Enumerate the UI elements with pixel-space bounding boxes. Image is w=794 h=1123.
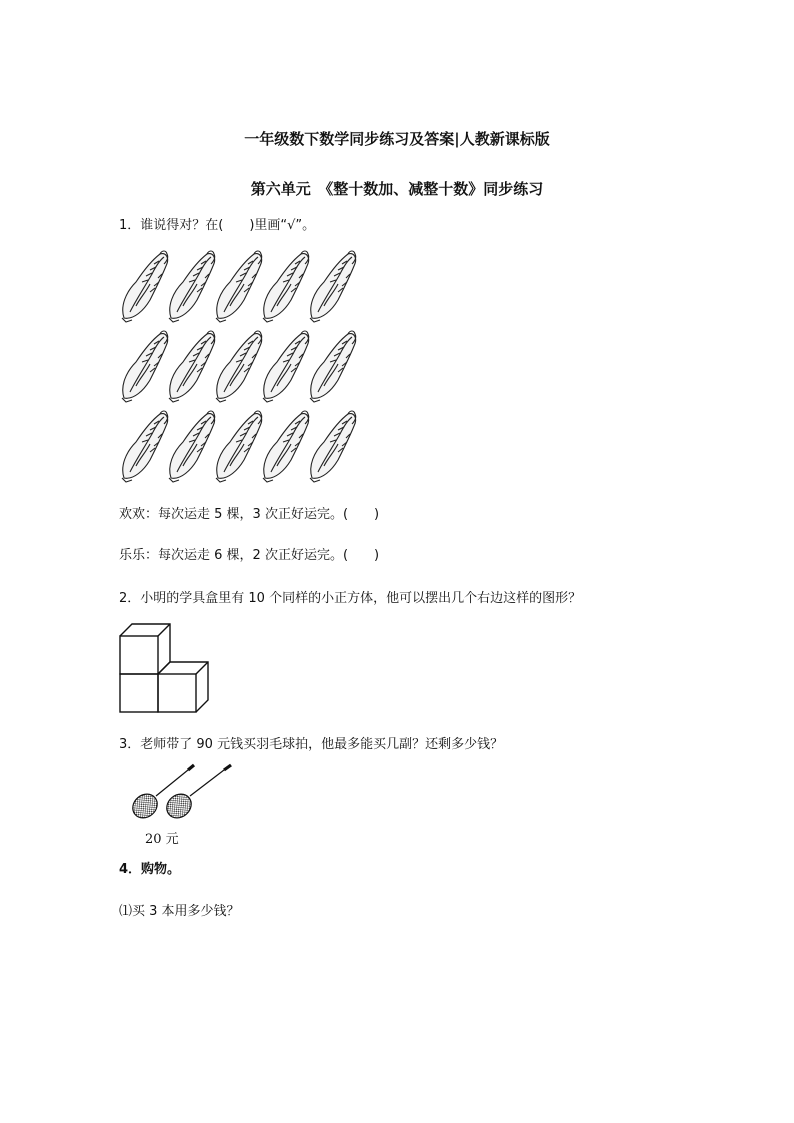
racket-price-label: 20 元 [145, 832, 179, 847]
cabbage-icon [263, 411, 309, 482]
question-3-prompt: 3．老师带了 90 元钱买羽毛球拍，他最多能买几副？还剩多少钱？ [119, 737, 504, 752]
question-1-huanhuan-statement: 欢欢：每次运走 5 棵，3 次正好运完。( ) [119, 507, 380, 522]
question-4-heading: 4．购物。 [119, 862, 181, 877]
cabbage-icon [263, 251, 309, 322]
cabbage-icon [310, 251, 356, 322]
question-1-lele-statement: 乐乐：每次运走 6 棵，2 次正好运完。( ) [119, 548, 380, 563]
document-subtitle: 第六单元 《整十数加、减整十数》同步练习 [250, 180, 544, 198]
cabbage-icon [169, 331, 215, 402]
cabbage-icon [169, 411, 215, 482]
cabbage-icon [310, 331, 356, 402]
cabbage-icon [310, 411, 356, 482]
cabbage-grid-image [118, 244, 358, 484]
badminton-rackets-image [118, 762, 240, 846]
question-1-prompt: 1．谁说得对？在( )里画“√”。 [119, 218, 316, 233]
cabbage-icon [216, 411, 262, 482]
question-2-prompt: 2．小明的学具盒里有 10 个同样的小正方体，他可以摆出几个右边这样的图形？ [119, 591, 582, 606]
question-4-part-1-prompt: ⑴买 3 本用多少钱？ [119, 904, 240, 919]
cabbage-icon [122, 331, 168, 402]
cabbage-icon [263, 331, 309, 402]
cabbage-icon [216, 251, 262, 322]
cabbage-icon [122, 411, 168, 482]
document-title: 一年级数下数学同步练习及答案|人教新课标版 [244, 130, 550, 148]
cube-figure-image [118, 622, 212, 714]
cabbage-icon [122, 251, 168, 322]
cabbage-icon [169, 251, 215, 322]
cabbage-icon [216, 331, 262, 402]
